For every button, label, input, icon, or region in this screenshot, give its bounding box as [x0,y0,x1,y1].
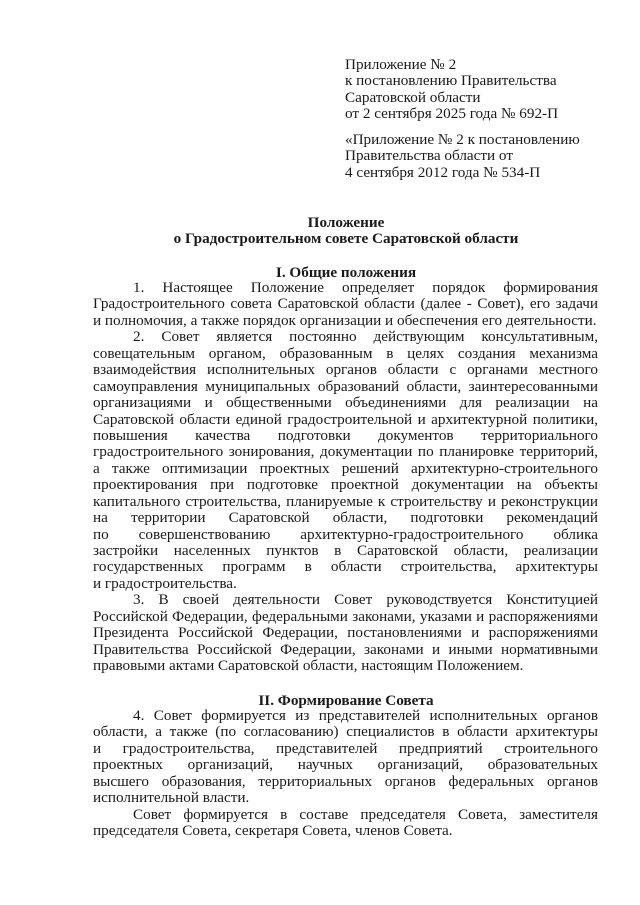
paragraph-line: Правительства Российской Федерации, законами и иными нормативными [93,641,598,658]
paragraph-line: а также оптимизации проектных решений архитектурно-строительного [93,460,598,477]
header-line: Приложение № 2 [345,56,457,73]
section-heading: I. Общие положения [275,264,417,281]
paragraph-line: 2. Совет является постоянно действующим консультативным, [133,329,598,346]
paragraph-line: совещательным органом, образованным в целях создания механизма [93,345,598,362]
header-line: Саратовской области [345,88,481,106]
paragraph-line: и градостроительства. [93,575,237,592]
header-line: 4 сентября 2012 года № 534-П [345,163,541,181]
paragraph-line: на территории Саратовской области, подготовки рекомендаций [93,510,598,527]
paragraph-line: Саратовской области единой градостроительной и архитектурной политики, [93,411,598,428]
section-heading: II. Формирование Совета [258,692,434,709]
title-line: Положение [307,214,385,231]
paragraph-line: 3. В своей деятельности Совет руководствуется Конституцией [133,592,598,609]
paragraph-line: проектирования при подготовке проектной документации на объекты [93,477,598,494]
paragraph-line: застройки населенных пунктов в Саратовской области, реализации [93,543,598,559]
paragraph-line: проектных организаций, научных организаций, образовательных [93,757,598,774]
paragraph-line: исполнительной власти. [93,790,250,807]
header-line: «Приложение № 2 к постановлению [345,131,580,148]
paragraph-line: Президента Российской Федерации, постановлениями и распоряжениями [93,625,598,642]
paragraph [93,280,598,329]
paragraph-line: градостроительного зонирования, документации по планировке территорий, [93,444,598,461]
paragraph [93,592,598,674]
paragraph-line: по совершенствованию архитектурно-градостроительного облика [93,526,598,543]
header-line: Правительства области от [345,147,513,165]
paragraph [93,807,598,840]
paragraph-line: организациями и общественными объединениями для реализации на [93,395,598,412]
section-body [93,708,598,840]
paragraph-line: самоуправления муниципальных образований области, заинтересованными [93,378,598,395]
document-title [92,215,600,248]
paragraph-line: 1. Настоящее Положение определяет порядок формирования [133,280,598,296]
paragraph [93,708,598,807]
paragraph-line: и полномочия, а также порядок организации и обеспечения его деятельности. [93,312,597,329]
appendix-header [345,57,558,123]
header-line: от 2 сентября 2025 года № 692-П [345,105,559,123]
paragraph-line: 4. Совет формируется из представителей исполнительных органов [133,708,598,724]
header-line: к постановлению Правительства [345,72,557,90]
paragraph-line: повышения качества подготовки документов территориального [93,427,598,444]
paragraph-line: области, а также (по согласованию) специалистов в области архитектуры [93,724,598,741]
paragraph-line: взаимодействия исполнительных органов области с органами местного [93,362,598,379]
paragraph-line: председателя Совета, секретаря Совета, членов Совета. [93,823,453,840]
paragraph [93,329,598,592]
title-subline: о Градостроительном совете Саратовской области [173,230,519,248]
paragraph-line: Градостроительного совета Саратовской области (далее - Совет), его задачи [93,296,598,313]
paragraph-line: Российской Федерации, федеральными законами, указами и распоряжениями [93,608,598,625]
paragraph-line: Совет формируется в составе председателя Совета, заместителя [133,806,598,823]
paragraph-line: правовыми актами Саратовской области, настоящим Положением. [93,658,524,675]
section-body [93,280,598,675]
paragraph-line: капитального строительства, планируемые к строительству и реконструкции [93,493,598,510]
paragraph-line: высшего образования, территориальных органов федеральных органов [93,773,598,790]
paragraph-line: и градостроительства, представителей предприятий строительного [93,740,598,757]
quoted-appendix-header [345,132,580,181]
paragraph-line: государственных программ в области строительства, архитектуры [93,559,598,576]
